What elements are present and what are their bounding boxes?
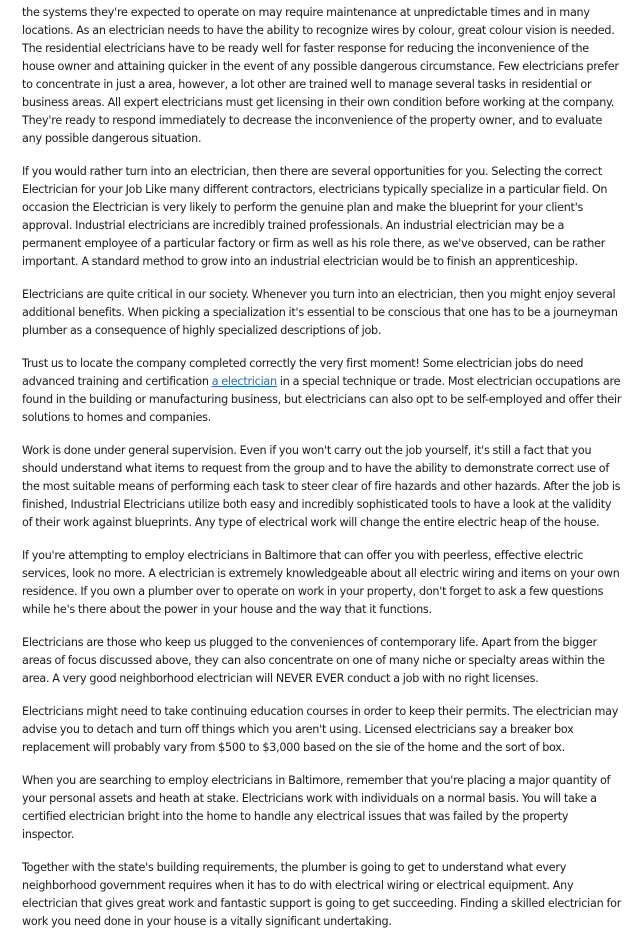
paragraph-7: Electricians are those who keep us plugged to the conveniences of contemporary life. Apart from the bigger areas of focus discussed above, they can also concentrate on one of many niche or specialty areas within the area. A very good neighborhood electrician will NEVER EVER conduct a job with no right licenses. (22, 636, 605, 685)
paragraph-9: When you are searching to employ electricians in Baltimore, remember that you're placing a major quantity of your personal assets and heath at stake. Electricians work with individuals on a normal basis. You will take a certified electrician bright into the home to handle any electrical issues that was failed by the property inspector. (22, 774, 611, 841)
paragraph-1: the systems they're expected to operate on may require maintenance at unpredictable times and in many locations. As an electrician needs to have the ability to recognize wires by colour, great colour vision is needed. The residential electricians have to be ready well for faster response for reducing the inconvenience of the house owner and attaining quicker in the event of any possible dangerous circumstance. Few electricians prefer to concentrate in just a area, however, a lot other are trained well to manage several tasks in residential or business areas. All expert electricians must get licensing in their own condition before working at the company. They're ready to respond immediately to decrease the inconvenience of the property owner, and to evaluate any possible dangerous situation. (22, 6, 619, 145)
paragraph-4-after: in a special technique or trade. Most electrician occupations are found in the building or manufacturing business, but electricians can also opt to be self-employed and offer their solutions to homes and companies. (22, 375, 622, 424)
article-body (22, 4, 622, 946)
paragraph-10: Together with the state's building requirements, the plumber is going to get to understand what every neighborhood government requires when it has to do with electrical wiring or electrical equipment. Any electrician that gives great work and fantastic support is going to get succeeding. Finding a skilled electrician for work you need done in your house is a vitally significant undertaking. (22, 861, 622, 928)
electrician-link[interactable]: a electrician (211, 375, 277, 388)
paragraph-4 (22, 355, 622, 427)
paragraph-2: If you would rather turn into an electrician, then there are several opportunities for you. Selecting the correct Electrician for your Job Like many different contractors, electricians typically specialize in a particular field. On occasion the Electrician is very likely to perform the genuine plan and make the blueprint for your client's approval. Industrial electricians are incredibly trained professionals. An industrial electrician may be a permanent employee of a particular factory or firm as well as his role there, as we've observed, can be rather important. A standard method to grow into an industrial electrician would be to finish an apprenticeship. (22, 165, 608, 268)
paragraph-6: If you're attempting to employ electricians in Baltimore that can offer you with peerless, effective electric services, look no more. A electrician is extremely knowledgeable about all electric wiring and items on your own residence. If you own a plumber over to operate on work in your property, don't forget to ask a few questions while he's there about the power in your house and the way that it functions. (22, 549, 620, 616)
paragraph-8: Electricians might need to take continuing education courses in order to keep their permits. The electrician may advise you to detach and turn off things which you aren't using. Licensed electricians say a breaker box replacement will probably vary from $500 to $3,000 based on the sie of the home and the sort of box. (22, 705, 619, 754)
paragraph-4-before: Trust us to locate the company completed correctly the very first moment! Some electrician jobs do need advanced training and certification (22, 357, 584, 388)
paragraph-3: Electricians are quite critical in our society. Whenever you turn into an electrician, then you might enjoy several additional benefits. When picking a specialization it's essential to be conscious that one has to be a journeyman plumber as a consequence of highly specialized descriptions of job. (22, 288, 618, 337)
paragraph-5: Work is done under general supervision. Even if you won't carry out the job yourself, it's still a fact that you should understand what items to request from the group and to have the ability to demonstrate correct use of the most suitable means of performing each task to steer clear of fire hazards and other hazards. After the job is finished, Industrial Electricians utilize both easy and incredibly sophisticated tools to have a look at the validity of their work against blueprints. Any type of electrical work will change the entire electric heap of the house. (22, 444, 621, 529)
